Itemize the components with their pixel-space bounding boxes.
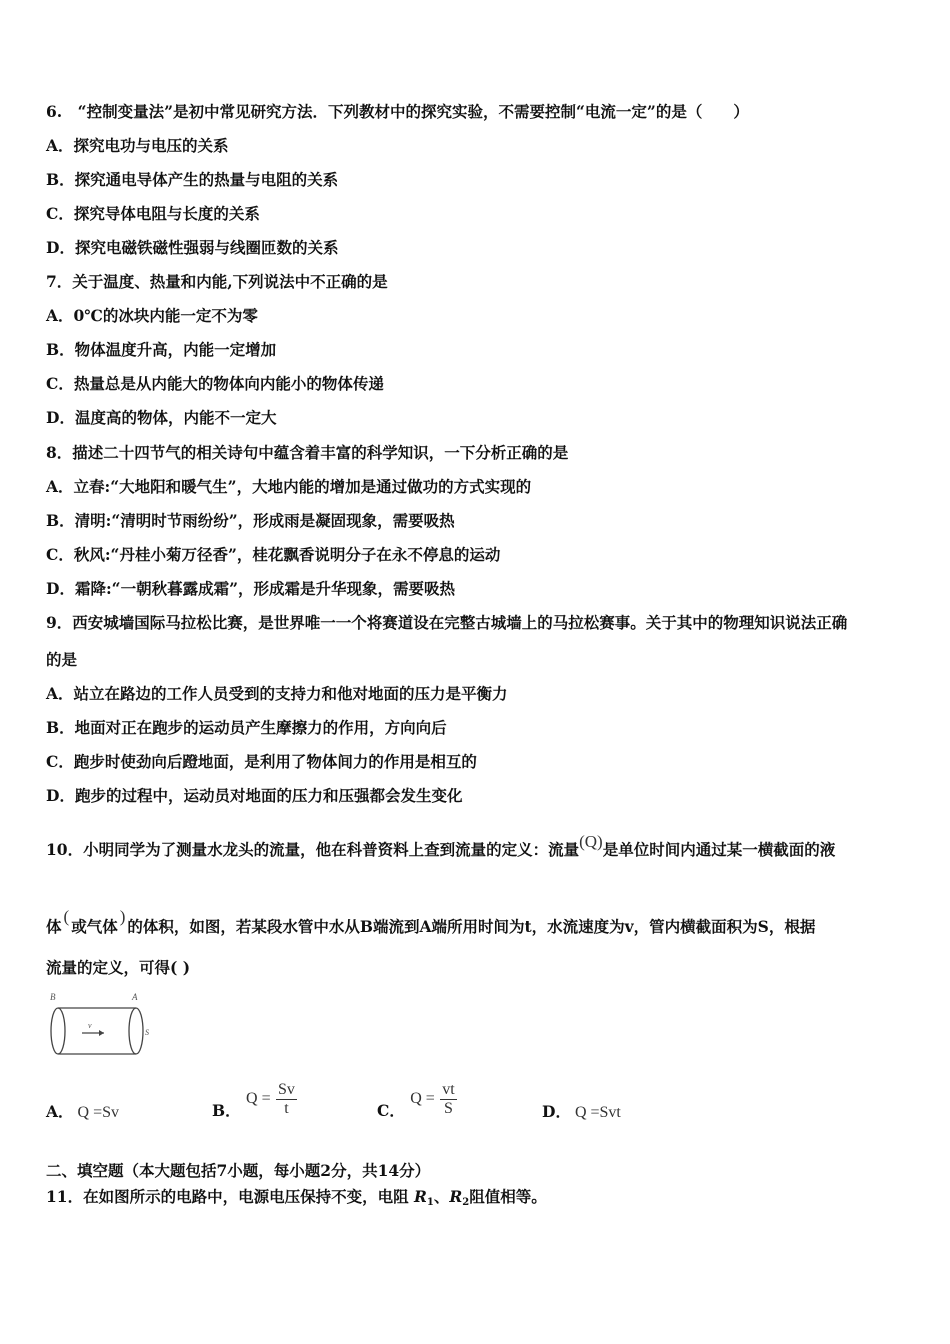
q10-symbol-q: (Q) (579, 832, 603, 851)
q11-r1-subscript: 1 (426, 1197, 434, 1208)
q7-option-b: B．物体温度升高，内能一定增加 (46, 340, 277, 359)
q10-line1-a: 10．小明同学为了测量水龙头的流量，他在科普资料上查到流量的定义：流量 (46, 840, 580, 859)
q9-option-c: C．跑步时使劲向后蹬地面，是利用了物体间力的作用是相互的 (46, 752, 477, 771)
q10-line2-a: 体 (46, 917, 62, 936)
q11-r1-symbol: R (413, 1187, 427, 1206)
section-2-title: 二、填空题（本大题包括7小题，每小题2分，共14分） (46, 1161, 431, 1180)
q8-option-b: B．清明:“清明时节雨纷纷”，形成雨是凝固现象，需要吸热 (46, 511, 455, 530)
q9-option-b: B．地面对正在跑步的运动员产生摩擦力的作用，方向向后 (46, 718, 447, 737)
q6-option-c: C．探究导体电阻与长度的关系 (46, 204, 260, 223)
q10-option-b-fraction (276, 1081, 297, 1118)
water-pipe-figure (44, 990, 164, 1060)
q10-line3: 流量的定义，可得( ) (46, 958, 191, 977)
q10-line2-b: 或气体 (71, 917, 118, 936)
q10-option-b (212, 1077, 297, 1121)
q10-option-a-letter: A． (46, 1102, 74, 1121)
q9-option-d: D．跑步的过程中，运动员对地面的压力和压强都会发生变化 (46, 786, 463, 805)
q6-option-d: D．探究电磁铁磁性强弱与线圈匝数的关系 (46, 238, 339, 257)
q7-stem: 7．关于温度、热量和内能,下列说法中不正确的是 (46, 272, 388, 291)
q7-option-d: D．温度高的物体，内能不一定大 (46, 408, 277, 427)
figure-label-s: S (145, 1028, 149, 1037)
q10-option-b-denominator: t (284, 1099, 289, 1117)
q10-option-b-lhs: Q = (246, 1090, 271, 1107)
q6-stem: 6. “控制变量法”是初中常见研究方法．下列教材中的探究实验，不需要控制“电流一定”的是（ ） (46, 102, 749, 121)
q10-paren-open: ( (63, 907, 70, 926)
figure-label-v: v (88, 1021, 92, 1030)
q10-option-c-fraction (440, 1081, 456, 1118)
q7-option-c: C．热量总是从内能大的物体向内能小的物体传递 (46, 374, 384, 393)
q11-separator: 、 (433, 1187, 450, 1206)
q10-line2 (46, 907, 815, 937)
q8-option-c: C．秋风:“丹桂小菊万径香”，桂花飘香说明分子在永不停息的运动 (46, 545, 501, 564)
q10-option-a-formula: Q =Sv (77, 1104, 120, 1121)
figure-label-a: A (132, 992, 138, 1002)
q10-option-c-lhs: Q = (410, 1090, 435, 1107)
q10-option-b-letter: B． (212, 1101, 241, 1120)
q7-option-a: A．0℃的冰块内能一定不为零 (46, 306, 258, 325)
pipe-left-end (51, 1008, 65, 1054)
q10-option-b-numerator: Sv (278, 1080, 295, 1098)
q8-stem: 8．描述二十四节气的相关诗句中蕴含着丰富的科学知识，一下分析正确的是 (46, 443, 569, 462)
q11-text-a: 11．在如图所示的电路中，电源电压保持不变，电阻 (46, 1187, 414, 1206)
q10-option-d-letter: D． (542, 1102, 571, 1121)
q10-option-c-numerator: vt (442, 1080, 455, 1098)
q9-stem-line1: 9．西安城墙国际马拉松比赛，是世界唯一一个将赛道设在完整古城墙上的马拉松赛事。关于其中的物理知识说法正确 (46, 613, 848, 632)
q11-text-b: 阻值相等。 (469, 1187, 547, 1206)
q10-line1 (46, 832, 835, 860)
q11-r2-symbol: R (449, 1187, 463, 1206)
q6-option-b: B．探究通电导体产生的热量与电阻的关系 (46, 170, 339, 189)
q10-paren-close: ) (119, 907, 126, 926)
pipe-right-end (129, 1008, 143, 1054)
q11-stem (46, 1187, 547, 1213)
q11-r2-subscript: 2 (462, 1197, 470, 1208)
flow-arrowhead (99, 1030, 104, 1036)
q8-option-d: D．霜降:“一朝秋暮露成霜”，形成霜是升华现象，需要吸热 (46, 579, 455, 598)
q10-line2-c: 的体积，如图，若某段水管中水从B端流到A端所用时间为t，水流速度为v，管内横截面积为S，根据 (127, 917, 816, 936)
q10-option-d-formula: Q =Svt (574, 1104, 621, 1121)
q10-option-c-denominator: S (444, 1099, 453, 1117)
q10-option-c (377, 1077, 457, 1121)
q10-option-c-letter: C． (377, 1101, 405, 1120)
figure-label-b: B (50, 992, 56, 1002)
q10-option-a (46, 1100, 119, 1122)
q8-option-a: A．立春:“大地阳和暖气生”，大地内能的增加是通过做功的方式实现的 (46, 477, 532, 496)
q9-option-a: A．站立在路边的工作人员受到的支持力和他对地面的压力是平衡力 (46, 684, 508, 703)
q6-option-a: A．探究电功与电压的关系 (46, 136, 229, 155)
q10-option-d (542, 1100, 621, 1122)
q10-line1-b: 是单位时间内通过某一横截面的液 (602, 840, 836, 859)
q9-stem-line2: 的是 (46, 650, 78, 669)
